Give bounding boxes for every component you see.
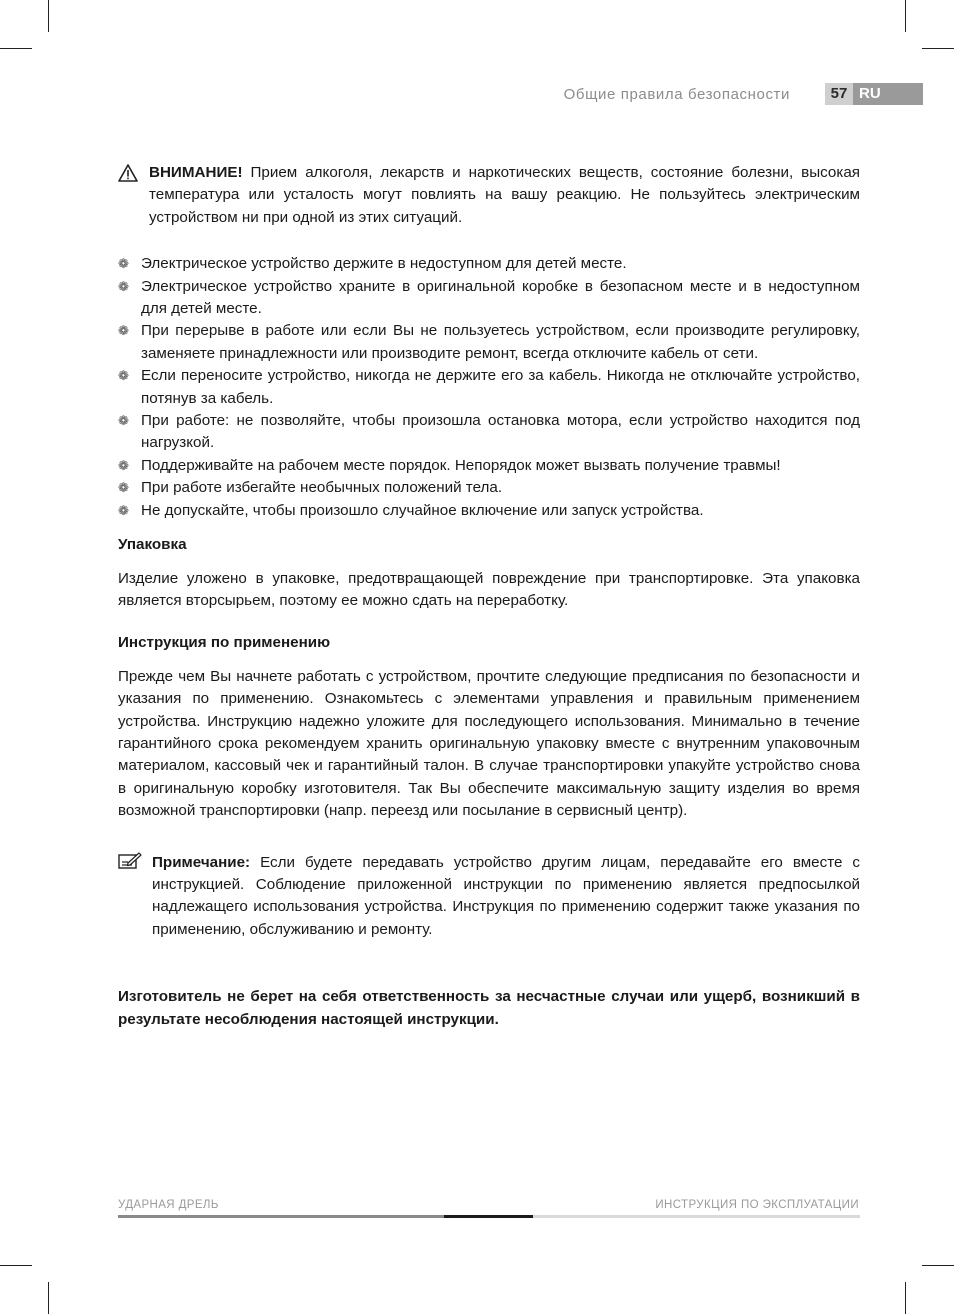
- crop-mark: [48, 0, 49, 32]
- warning-text: Прием алкоголя, лекарств и наркотических веществ, состояние болезни, высокая температура или усталость могут повлиять на вашу реакцию. Не пользуйтесь электрическим устройством ни при одной из этих ситуаций.: [149, 164, 860, 226]
- page-number: 57: [825, 83, 853, 105]
- list-item: ❁ Электрическое устройство храните в оригинальной коробке в безопасном месте и в недоступном для детей месте.: [118, 277, 860, 318]
- section-title: Общие правила безопасности: [563, 86, 790, 103]
- crop-mark: [0, 48, 32, 49]
- list-item: ❁ При работе избегайте необычных положений тела.: [118, 479, 503, 497]
- crop-mark: [905, 1282, 906, 1314]
- bullet-flower-icon: ❁: [118, 502, 129, 518]
- warning-label: ВНИМАНИЕ!: [149, 164, 243, 181]
- crop-mark: [48, 1282, 49, 1314]
- note-pencil-icon: [118, 852, 142, 870]
- crop-mark: [922, 1265, 954, 1266]
- note-text: Если будете передавать устройство другим лицам, передавайте его вместе с инструкцией. Соблюдение приложенной инструкции по применению является предпосылкой надлежащего использования устройства. Инструкция по применению содержит также указания по применению, обслуживанию и ремонту.: [152, 853, 860, 938]
- crop-mark: [905, 0, 906, 32]
- instructions-text: Прежде чем Вы начнете работать с устройством, прочтите следующие предписания по безопасности и указания по применению. Ознакомьтесь с элементами управления и правильным применением устройства. Инструкцию надежно уложите для последующего использования. Минимально в течение гарантийного срока рекомендуем хранить оригинальную упаковку вместе с внутренним упаковочным материалом, кассовый чек и гарантийный талон. В случае транспортировки упакуйте устройство снова в оригинальную коробку изготовителя. Так Вы обеспечите максимальную защиту изделия во время возможной транспортировки (напр. переезд или посылание в сервисный центр).: [118, 667, 860, 820]
- footer-bar-segment: [533, 1215, 860, 1218]
- safety-list: [118, 253, 860, 522]
- bullet-flower-icon: ❁: [118, 323, 129, 339]
- bullet-flower-icon: ❁: [118, 256, 129, 272]
- list-item: ❁ Электрическое устройство держите в недоступном для детей месте.: [118, 255, 627, 273]
- bullet-flower-icon: ❁: [118, 457, 129, 473]
- warning-block: [118, 162, 860, 229]
- footer-doc-type: ИНСТРУКЦИЯ ПО ЭКСПЛУАТАЦИИ: [655, 1199, 859, 1211]
- crop-mark: [922, 48, 954, 49]
- instructions-heading: Инструкция по применению: [118, 634, 331, 652]
- language-tab: RU: [853, 83, 923, 105]
- list-item: ❁ Если переносите устройство, никогда не держите его за кабель. Никогда не отключайте устройство, потянув за кабель.: [118, 367, 860, 407]
- list-item: ❁ Не допускайте, чтобы произошло случайное включение или запуск устройства.: [118, 501, 704, 519]
- note-block: [118, 852, 860, 942]
- bullet-flower-icon: ❁: [118, 368, 129, 384]
- warning-triangle-icon: [118, 164, 138, 182]
- packaging-text: Изделие уложено в упаковке, предотвращающей повреждение при транспортировке. Эта упаковка является вторсырьем, поэтому ее можно сдать на переработку.: [118, 569, 860, 609]
- list-item: ❁ При перерыве в работе или если Вы не пользуетесь устройством, если производите регулировку, заменяете принадлежности или производите ремонт, всегда отключите кабель от сети.: [118, 322, 860, 362]
- footer-bar-segment: [118, 1215, 444, 1218]
- list-item: ❁ При работе: не позволяйте, чтобы произошла остановка мотора, если устройство находится под нагрузкой.: [118, 412, 860, 452]
- footer-product-name: УДАРНАЯ ДРЕЛЬ: [118, 1199, 219, 1211]
- bullet-flower-icon: ❁: [118, 413, 129, 429]
- list-item: ❁ Поддерживайте на рабочем месте порядок. Непорядок может вызвать получение травмы!: [118, 456, 781, 474]
- note-label: Примечание:: [152, 853, 251, 871]
- footer-bar-segment: [444, 1215, 533, 1218]
- bullet-flower-icon: ❁: [118, 480, 129, 496]
- crop-mark: [0, 1265, 32, 1266]
- packaging-heading: Упаковка: [118, 536, 187, 554]
- page-content: [118, 162, 860, 1031]
- bullet-flower-icon: ❁: [118, 278, 129, 294]
- disclaimer-text: Изготовитель не берет на себя ответственность за несчастные случаи или ущерб, возникший в результате несоблюдения настоящей инструкции.: [118, 988, 860, 1028]
